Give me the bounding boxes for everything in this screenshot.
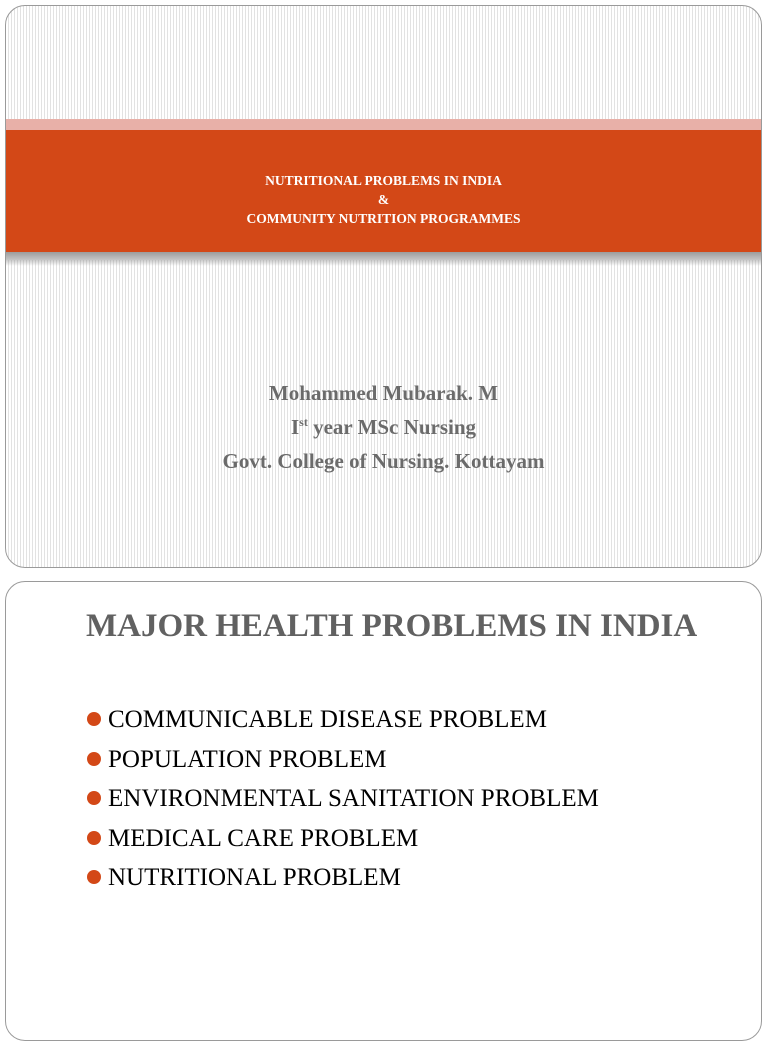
year-superscript: st — [299, 415, 308, 429]
bullet-text: COMMUNICABLE DISEASE PROBLEM — [108, 706, 547, 733]
slide-title: MAJOR HEALTH PROBLEMS IN INDIA — [86, 608, 698, 644]
bullet-item — [86, 858, 599, 898]
banner-bottom-stripe — [6, 252, 761, 260]
bullet-item — [86, 700, 599, 740]
title-slide — [5, 5, 762, 568]
banner-top-stripe — [6, 119, 761, 130]
year-suffix: year MSc Nursing — [307, 415, 477, 439]
bullet-text: ENVIRONMENTAL SANITATION PROBLEM — [108, 785, 599, 813]
author-block — [6, 376, 761, 478]
bullet-dot-icon — [87, 752, 101, 766]
bullet-text: MEDICAL CARE PROBLEM — [108, 824, 419, 852]
bullet-dot-icon — [87, 791, 101, 805]
banner-line-2: & — [377, 192, 390, 207]
bullet-list — [86, 700, 599, 898]
bullet-item — [86, 740, 599, 780]
bullet-item — [86, 819, 599, 859]
banner-line-1: NUTRITIONAL PROBLEMS IN INDIA — [265, 173, 502, 188]
author-year — [6, 410, 761, 444]
bullet-dot-icon — [87, 870, 101, 884]
banner-shadow — [6, 260, 761, 266]
bullet-text: POPULATION PROBLEM — [108, 745, 387, 773]
bullet-text: NUTRITIONAL PROBLEM — [108, 864, 401, 892]
author-name: Mohammed Mubarak. M — [268, 381, 499, 405]
year-prefix: I — [290, 415, 300, 439]
author-college: Govt. College of Nursing. Kottayam — [222, 449, 545, 473]
bullet-dot-icon — [87, 712, 101, 726]
bullet-dot-icon — [87, 831, 101, 845]
banner-line-3: COMMUNITY NUTRITION PROGRAMMES — [246, 211, 521, 226]
content-slide — [5, 581, 762, 1041]
title-banner — [6, 130, 761, 252]
bullet-item — [86, 779, 599, 819]
